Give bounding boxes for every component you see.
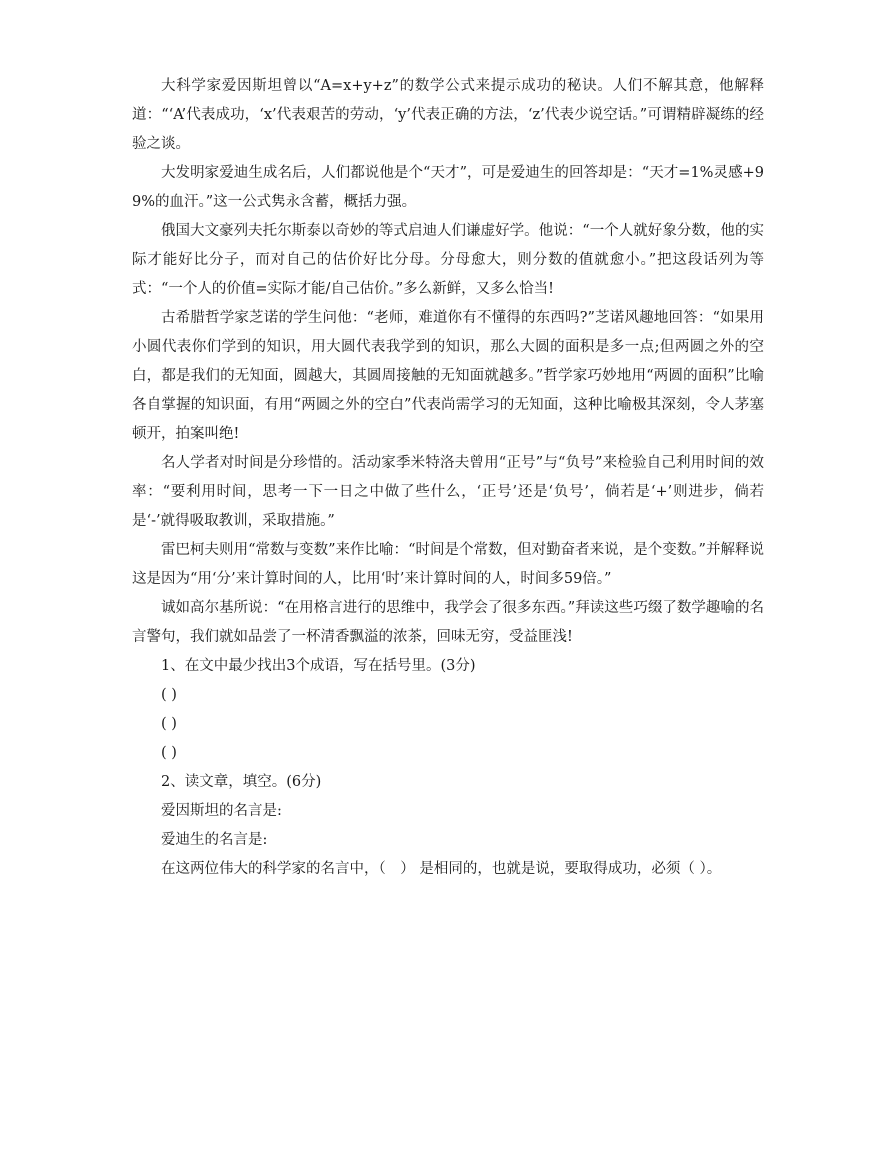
question-2-fill: 在这两位伟大的科学家的名言中，（ ） 是相同的，也就是说，要取得成功，必须（ ）。 bbox=[161, 861, 722, 877]
question-2-einstein: 爱因斯坦的名言是: bbox=[161, 803, 282, 819]
question-2-edison: 爱迪生的名言是: bbox=[161, 832, 268, 848]
answer-blank-1: ( ) bbox=[161, 687, 177, 703]
paragraph-gorky: 诚如高尔基所说：“在用格言进行的思维中，我学会了很多东西。”拜读这些巧缀了数学趣喻的名言警句，我们就如品尝了一杯清香飘溢的浓茶，回味无穷，受益匪浅! bbox=[132, 600, 764, 645]
answer-blank-2: ( ) bbox=[161, 716, 177, 732]
paragraph-tolstoy: 俄国大文豪列夫托尔斯泰以奇妙的等式启迪人们谦虚好学。他说：“一个人就好象分数，他的实际才能好比分子，而对自己的估价好比分母。分母愈大，则分数的值就愈小。”把这段话列为等式：“一个人的价值=实际才能/自己估价。”多么新鲜，又多么恰当! bbox=[132, 223, 764, 297]
paragraph-einstein: 大科学家爱因斯坦曾以“A=x+y+z”的数学公式来提示成功的秘诀。人们不解其意，他解释道：“‘A’代表成功，‘x’代表艰苦的劳动，‘y’代表正确的方法，‘z’代表少说空话。”可谓精辟凝练的经验之谈。 bbox=[132, 78, 764, 152]
article-page bbox=[132, 72, 764, 884]
question-1: 1、在文中最少找出3个成语，写在括号里。(3分) bbox=[161, 658, 476, 674]
answer-blank-3: ( ) bbox=[161, 745, 177, 761]
paragraph-zeno: 古希腊哲学家芝诺的学生问他：“老师，难道你有不懂得的东西吗?”芝诺风趣地回答：“如果用小圆代表你们学到的知识，用大圆代表我学到的知识，那么大圆的面积是多一点;但两圆之外的空白，都是我们的无知面，圆越大，其圆周接触的无知面就越多。”哲学家巧妙地用“两圆的面积”比喻各自掌握的知识面，有用“两圆之外的空白”代表尚需学习的无知面，这种比喻极其深刻，令人茅塞顿开，拍案叫绝! bbox=[132, 310, 764, 442]
paragraph-dimitrov: 名人学者对时间是分珍惜的。活动家季米特洛夫曾用“正号”与“负号”来检验自己利用时间的效率：“要利用时间，思考一下一日之中做了些什么，‘正号’还是‘负号’，倘若是‘+’则进步，倘若是‘-’就得吸取教训，采取措施。” bbox=[132, 455, 764, 529]
paragraph-rybakov: 雷巴柯夫则用“常数与变数”来作比喻：“时间是个常数，但对勤奋者来说，是个变数。”并解释说这是因为“用‘分’来计算时间的人，比用‘时’来计算时间的人，时间多59倍。” bbox=[132, 542, 764, 587]
paragraph-edison: 大发明家爱迪生成名后，人们都说他是个“天才”，可是爱迪生的回答却是：“天才=1%灵感+99%的血汗。”这一公式隽永含蓄，概括力强。 bbox=[132, 165, 764, 210]
question-2: 2、读文章，填空。(6分) bbox=[161, 774, 322, 790]
